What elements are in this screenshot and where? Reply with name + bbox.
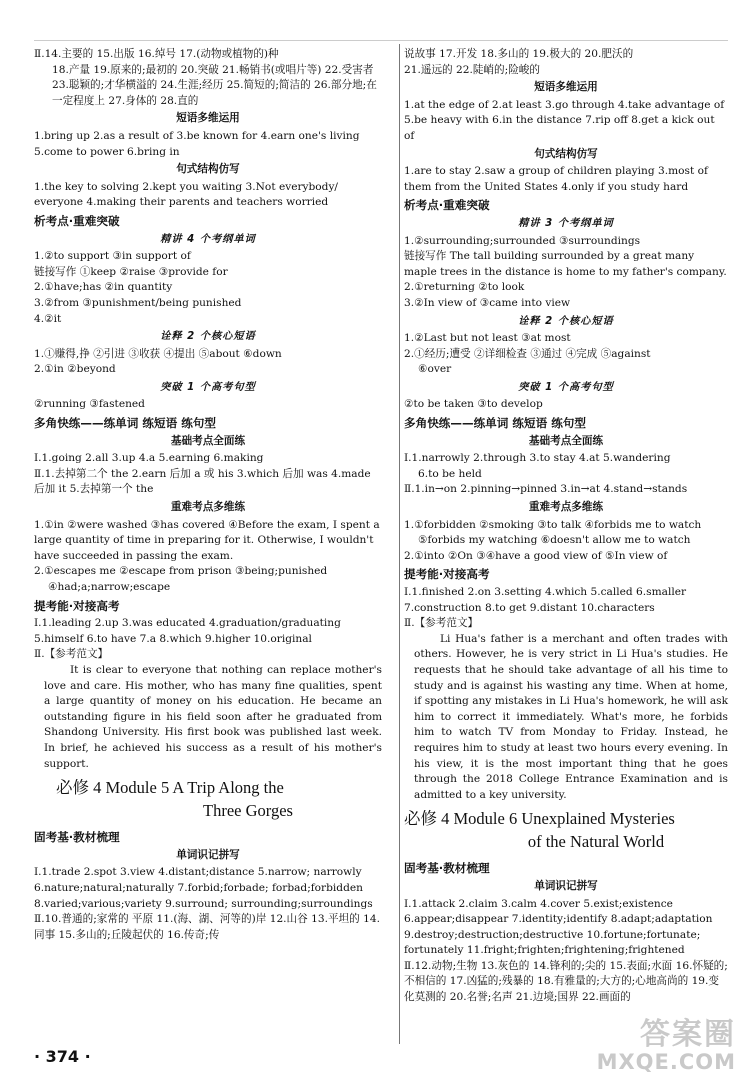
answer-line: 18.产量 19.原来的;最初的 20.突破 21.畅销书(或唱片等) 22.受害者 23.聪颖的;才华横溢的 24.生涯;经历 25.简短的;简洁的 26.部分地;在一定程度上 27.身体的 28.直的	[52, 63, 377, 107]
subsection-heading: 突破 1 个高考句型	[160, 381, 256, 393]
subsection-heading: 基础考点全面练	[170, 434, 246, 447]
answer-line: 2.①have;has ②in quantity	[34, 281, 173, 294]
section-heading: 析考点·重难突破	[404, 198, 490, 213]
answer-line: ②to be taken ③to develop	[404, 398, 543, 411]
answer-line: 2.①into ②On ③④have a good view of ⑤In view of	[404, 549, 668, 562]
answer-line: 3.②from ③punishment/being punished	[34, 296, 242, 309]
answer-line: Ⅱ.【参考范文】	[34, 648, 109, 661]
answer-line: 2.①returning ②to look	[404, 281, 525, 294]
subsection-heading: 重难考点多维练	[528, 501, 604, 514]
answer-line: 1.①in ②were washed ③has covered ④Before the exam, I spent a large quantity of time in preparing for it. Otherwise, I wouldn't have succeeded in passing the exam.	[34, 518, 380, 562]
answer-line: Ⅱ.14.主要的 15.出版 16.绰号 17.(动物或植物的)种	[34, 48, 279, 60]
section-heading: 析考点·重难突破	[34, 213, 120, 228]
section-heading: 提考能·对接高考	[34, 598, 120, 613]
answer-line: 3.②In view of ③came into view	[404, 296, 571, 309]
answer-line: ⑤forbids my watching ⑥doesn't allow me to watch	[418, 534, 691, 547]
answer-line: 21.遥远的 22.陡峭的;险峻的	[404, 63, 540, 76]
right-column	[396, 0, 750, 1079]
answer-line: Ⅰ.1.leading 2.up 3.was educated 4.graduation/graduating 5.himself 6.to have 7.a 8.which 9.higher 10.original	[34, 617, 341, 645]
module-title	[34, 776, 382, 822]
watermark-logo	[597, 1019, 736, 1073]
answer-line: 1.②surrounding;surrounded ③surroundings	[404, 234, 641, 247]
answer-line: Ⅰ.1.going 2.all 3.up 4.a 5.earning 6.making	[34, 452, 264, 465]
answer-line: Ⅰ.1.trade 2.spot 3.view 4.distant;distance 5.narrow; narrowly 6.nature;natural;naturally 7.forbid;forbade; forbad;forbidden 8.varied;various;variety 9.surround; surrounding;surroundings	[34, 866, 373, 910]
module-title-line1: 必修 4 Module 6 Unexplained Mysteries	[404, 809, 675, 829]
answer-line: Ⅱ.【参考范文】	[404, 617, 479, 630]
module-title	[404, 807, 728, 853]
answer-line: Ⅰ.1.finished 2.on 3.setting 4.which 5.called 6.smaller 7.construction 8.to get 9.distant 10.characters	[404, 586, 687, 614]
answer-line: 2.①in ②beyond	[34, 363, 116, 376]
subsection-heading: 句式结构仿写	[176, 163, 240, 176]
answer-line: Ⅰ.1.narrowly 2.through 3.to stay 4.at 5.wandering	[404, 452, 671, 465]
answer-line: Ⅱ.1.去掉第二个 the 2.earn 后加 a 或 his 3.which 后加 was 4.made 后加 it 5.去掉第一个 the	[34, 467, 371, 496]
subsection-heading: 重难考点多维练	[170, 501, 246, 514]
answer-line: 1.bring up 2.as a result of 3.be known for 4.earn one's living 5.come to power 6.bring in	[34, 129, 360, 158]
section-heading: 固考基·教材梳理	[404, 861, 490, 876]
subsection-heading: 短语多维运用	[176, 112, 240, 125]
answer-line: 1.②Last but not least ③at most	[404, 332, 571, 345]
section-heading: 多角快练——练单词 练短语 练句型	[34, 416, 216, 431]
subsection-heading: 句式结构仿写	[534, 147, 598, 160]
module-title-line1: 必修 4 Module 5 A Trip Along the	[56, 778, 284, 798]
subsection-heading: 单词识记拼写	[176, 848, 240, 861]
watermark-line1: 答案圈	[640, 1017, 736, 1052]
watermark-line2: MXQE.COM	[596, 1050, 736, 1074]
subsection-heading: 精讲 3 个考纲单词	[518, 217, 614, 229]
answer-line: ④had;a;narrow;escape	[48, 581, 171, 593]
answer-line: 链接写作 The tall building surrounded by a great many maple trees in the distance is home to my father's company.	[404, 250, 727, 278]
answer-line: 1.①赚得,挣 ②引进 ③收获 ④提出 ⑤about ⑥down	[34, 347, 282, 360]
answer-line: 1.the key to solving 2.kept you waiting 3.Not everybody/ everyone 4.making their parents and teachers worried	[34, 180, 339, 209]
answer-line: 1.①forbidden ②smoking ③to talk ④forbids me to watch	[404, 518, 702, 531]
subsection-heading: 短语多维运用	[534, 81, 598, 94]
answer-line: ②running ③fastened	[34, 398, 145, 411]
subsection-heading: 单词识记拼写	[534, 879, 598, 892]
answer-line: ⑥over	[418, 363, 452, 376]
section-heading: 多角快练——练单词 练短语 练句型	[404, 416, 586, 431]
section-heading: 提考能·对接高考	[404, 567, 490, 582]
page-number: · 374 ·	[34, 1047, 91, 1066]
subsection-heading: 基础考点全面练	[528, 434, 604, 447]
section-heading: 固考基·教材梳理	[34, 830, 120, 845]
module-title-line2: of the Natural World	[527, 832, 665, 852]
subsection-heading: 精讲 4 个考纲单词	[160, 233, 256, 245]
answer-line: 链接写作 ①keep ②raise ③provide for	[34, 265, 228, 278]
answer-line: 2.①经历;遭受 ②详细检查 ③通过 ④完成 ⑤against	[404, 347, 651, 360]
sample-essay-paragraph: It is clear to everyone that nothing can replace mother's love and care. His mother, who has many fine qualities, spent a large quantity of money on his education. He became an outstanding figure in his field soon after he graduated from Shandong University. His first book was published last week. In brief, he achieved his success as a result of his mother's support.	[44, 663, 382, 770]
answer-line: 说故事 17.开发 18.多山的 19.极大的 20.肥沃的	[404, 48, 634, 60]
answer-line: Ⅰ.1.attack 2.claim 3.calm 4.cover 5.exist;existence 6.appear;disappear 7.identity;identify 8.adapt;adaptation 9.destroy;destruction;destructive 10.fortune;fortunate; fortunately 11.fright;frighten;frightening;frightened	[404, 897, 713, 957]
answer-line: 6.to be held	[418, 467, 482, 480]
answer-line: 1.are to stay 2.saw a group of children playing 3.most of them from the United States 4.only if you study hard	[404, 165, 708, 193]
subsection-heading: 诠释 2 个核心短语	[160, 331, 256, 343]
answer-line: Ⅱ.12.动物;生物 13.灰色的 14.锋利的;尖的 15.表面;水面 16.怀疑的;不相信的 17.凶猛的;残暴的 18.有雅量的;大方的;心地高尚的 19.变化莫测的 20.名誉;名声 21.边境;国界 22.画面的	[404, 959, 728, 1004]
answer-line: 4.②it	[34, 312, 62, 325]
module-title-line2: Three Gorges	[203, 801, 293, 821]
subsection-heading: 诠释 2 个核心短语	[518, 315, 614, 327]
subsection-heading: 突破 1 个高考句型	[518, 381, 614, 393]
answer-line: 2.①escapes me ②escape from prison ③being;punished	[34, 565, 328, 578]
sample-essay-paragraph: Li Hua's father is a merchant and often trades with others. However, he is very strict in Li Hua's studies. He requests that he should take advantage of all his time to study and is against his wasting any time. When at home, if spotting any mistakes in Li Hua's homework, he will ask him to correct it immediately. What's more, he forbids him to watch TV from Monday to Friday. Instead, he requires him to study at least two hours every evening. In his view, it is the most important thing that he goes through the 2018 College Entrance Examination and is admitted to a key university.	[414, 632, 728, 801]
answer-line: 1.②to support ③in support of	[34, 250, 191, 263]
answer-line: 1.at the edge of 2.at least 3.go through 4.take advantage of 5.be heavy with 6.in the distance 7.rip off 8.get a kick out of	[404, 98, 725, 142]
answer-line: Ⅱ.10.普通的;家常的 平原 11.(海、湖、河等的)岸 12.山谷 13.平坦的 14.同事 15.多山的;丘陵起伏的 16.传奇;传	[34, 913, 380, 941]
answer-line: Ⅱ.1.in→on 2.pinning→pinned 3.in→at 4.stand→stands	[404, 483, 688, 496]
